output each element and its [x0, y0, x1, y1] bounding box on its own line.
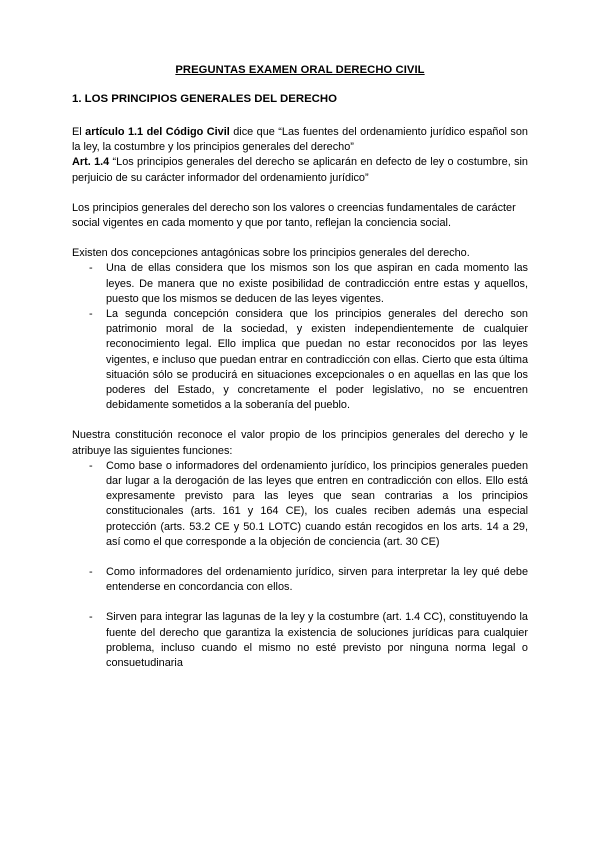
article-1-4-text: “Los principios generales del derecho se aplicarán en defecto de ley o costumbre, sin perjuicio de su carácter informador del ordenamiento jurídico”: [72, 156, 528, 184]
bullet-dash: -: [89, 459, 93, 472]
paragraph-constitucion: Nuestra constitución reconoce el valor propio de los principios generales del derecho y le atribuye las siguientes funciones:: [72, 429, 528, 457]
funciones-list: [72, 459, 528, 671]
paragraph-concepciones: Existen dos concepciones antagónicas sobre los principios generales del derecho.: [72, 247, 470, 260]
paragraph-article-1-4: [72, 155, 528, 185]
paragraph-definition: Los principios generales del derecho son los valores o creencias fundamentales de carácter social vigentes en cada momento y que por tanto, reflejan la conciencia social.: [72, 201, 516, 230]
list-item-text: Como informadores del ordenamiento jurídico, sirven para interpretar la ley qué debe entenderse en concordancia con ellos.: [106, 566, 528, 594]
list-item-text: Como base o informadores del ordenamiento jurídico, los principios generales pueden dar lugar a la derogación de las leyes que entren en contradicción con ellos. Ello está expresamente previsto para las leyes que sean contrarias a los principios constitucionales (arts. 161 y 164 CE), los cuales reciben además una especial protección (arts. 53.2 CE y 50.1 LOTC) cuando están recogidos en los arts. 14 a 29, así como el que corresponde a la objeción de conciencia (art. 30 CE): [106, 459, 528, 548]
document-page: [72, 64, 528, 671]
concepciones-list: [72, 261, 528, 413]
article-1-1-text: dice que “Las fuentes del ordenamiento jurídico español son la ley, la costumbre y los principios generales del derecho”: [72, 126, 528, 154]
article-1-4-label: Art. 1.4: [72, 156, 110, 169]
paragraph-article-1-1: [72, 125, 528, 155]
document-title: PREGUNTAS EXAMEN ORAL DERECHO CIVIL: [175, 64, 425, 76]
bullet-dash: -: [89, 308, 93, 321]
list-item: [72, 307, 528, 413]
bullet-dash: -: [89, 611, 93, 624]
list-item: [72, 261, 528, 307]
bullet-dash: -: [89, 262, 93, 275]
article-1-1-label: artículo 1.1 del Código Civil: [85, 126, 230, 138]
section-heading: 1. LOS PRINCIPIOS GENERALES DEL DERECHO: [72, 93, 337, 105]
list-item: [72, 610, 528, 671]
list-item-text: Sirven para integrar las lagunas de la ley y la costumbre (art. 1.4 CC), constituyendo la fuente del derecho que garantiza la existencia de soluciones jurídicas para cualquier problema, incluso cuando el mismo no esté previsto por ninguna norma legal o consuetudinaria: [106, 611, 528, 670]
paragraph-lead: El: [72, 126, 86, 138]
list-item: [72, 459, 528, 550]
list-item-text: Una de ellas considera que los mismos son los que aspiran en cada momento las leyes. De manera que no existe posibilidad de contradicción entre estas y aquellos, puesto que los mismos se deducen de las leyes vigentes.: [106, 262, 528, 305]
list-item: [72, 565, 528, 595]
list-item-text: La segunda concepción considera que los principios generales del derecho son patrimonio moral de la sociedad, y existen independientemente de cualquier reconocimiento legal. Ello implica que puedan no estar reconocidos por las leyes vigentes, e incluso que puedan entrar en contradicción con ellas. Cierto que esta última situación sólo se producirá en situaciones excepcionales o en aquellas en las que los poderes del Estado, y concretamente el poder legislativo, no se encuentren debidamente sometidos a la soberanía del pueblo.: [106, 308, 528, 412]
bullet-dash: -: [89, 566, 93, 579]
